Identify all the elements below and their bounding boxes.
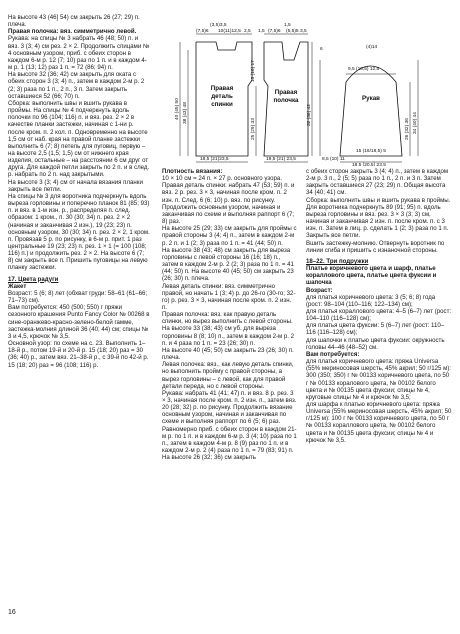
dim-label: 18,5 (20,5) 23,5 xyxy=(352,163,386,166)
paragraph: Основной узор: по схеме на с. 23. Выполнить 1–18-й р., потом 19-й и 20-й р. 15 (18; 20) раз = 30 (36; 40) р., затем вяз. 21–38-й р., с 39-й по 42-й р. 15 (18; 20) раз = 96 (108; 116) р. xyxy=(8,340,149,369)
paragraph: Рукава: на спицы № 3 набрать 46 (48; 50) п. и вяз. 3 (3; 4) см рез. 2 × 2. Продолжить спицами № 4 основным узором, приб. с обеих сторон в каждом 6-м р. 12 (7; 10) раз по 1 п. и в каждом 4-м р. 1 (13; 12) раз 1 п. = 72 (86; 94) п. xyxy=(8,35,150,72)
paragraph: Правая полочка: вяз. как правую деталь спинки, но вырез выполнить с левой стороны. На высоте 33 (38; 43) см уб. для выреза горловины 8 (8; 10) п., затем в каждом 2-м р. 2 п. и 4 раза по 1 п. = 23 (26; 30) п. xyxy=(162,311,295,347)
dim-label: 10(11)12,5 xyxy=(218,29,241,34)
paragraph: Возраст: 5 (6; 8) лет (обхват груди: 58–61 (61–66; 71–73) см). xyxy=(8,289,148,305)
paragraph: На высоте 40 (45; 50) см закрыть 23 (26; 30) п. плеча. xyxy=(162,346,294,362)
paragraph: Рукава: набрать 41 (41; 47) п. и вяз. 8 р. рез. 3 × 3, начиная после кром. п. 2 изн. п., затем вяз. 20 (28; 32) р. по рисунку. Продолжить вязание основным узором, начиная и заканчивая по схеме и выполняя раппорт по 6 (5; 6) раз. xyxy=(162,389,297,426)
paragraph: На спицы № 3 для воротника подчеркнуть вдоль выреза горловины и поперечно планок 81 (85; 93) п. и вяз. в 1-м изн. р., распределяя п. след. образом: 1 кром., п. 30 (30; 34) п. рез. 2 × 2 (начиная и заканчивая 2 изн.), 19 (23; 23) п. основным узором, 30 (30; 34) п. рез. 2 × 2, 1 кром. п. Провязав 5 р. по рисунку, в 6-м р. прит. 1 раз центральные 19 (23; 23) п. рез. 1 × 1 (= 100 (108; 116) п.) и продолжить рез. 2 × 2. На высоте 6 (7; 8) см закрыть все п. Пришить пуговицы на левую планку застежки. xyxy=(8,192,150,272)
paragraph: На высоте 38 (43; 48) см закрыть для выреза горловины с левой стороны 16 (16; 18) п., затем в каждом 2-м р. 2 (2; 3) раза по 1 п. = 41 (44; 50) п. На высоте 40 (45; 50) см закрыть 23 (26; 30) п. плеча. xyxy=(162,246,294,283)
dim-label: 1,5 xyxy=(284,23,291,28)
page-number: 16 xyxy=(8,609,16,616)
back-label-line2: деталь xyxy=(211,93,233,100)
dim-label: 25 (29) 33 xyxy=(251,118,256,140)
dim-label: 6 xyxy=(320,47,323,52)
dim-label: 40 (45) 50 xyxy=(175,98,180,120)
paragraph: 10 × 10 см = 24 п. × 27 р. основного узора. xyxy=(162,175,283,183)
paragraph: для платья цвета фуксии: 5 (6–7) лет (рост: 110–116 (116–128) см); xyxy=(306,322,445,337)
right-column xyxy=(306,168,452,444)
dim-label: 18,5 (21)23,5 xyxy=(200,157,229,162)
dim-label: 3,5 xyxy=(300,29,307,34)
section-heading: 18–22. Три подружки xyxy=(306,257,369,265)
dim-label: (3,5)3,5 xyxy=(210,23,227,28)
back-label-line1: Правая xyxy=(210,85,234,92)
paragraph: На высоте 3 (3; 4) см от начала вязания планки закрыть все петли. xyxy=(8,178,143,193)
pattern-schematic xyxy=(160,20,452,166)
dim-label: (7,5)6 xyxy=(268,29,281,34)
back-label-line3: спинки xyxy=(211,101,233,108)
paragraph: На высоте 43 (46] 54) см закрыть 26 (27; 29) п. плеча. xyxy=(8,14,140,29)
subheading: Плотность вязания: xyxy=(162,168,223,175)
pattern-diagram xyxy=(160,20,452,166)
paragraph: Вшить застежку-молнию. Отвернуть воротник по линии сгиба и пришить с изнаночной стороны. xyxy=(306,239,445,254)
paragraph: Сборка: выполнить швы и вшить рукава в проймы. На спицы № 4 подчеркнуть вдоль полочки по 96 (104; 116) п. и вяз. рез. 2 × 2 в качестве планки застежки, начиная с 1-ни р. после кром. п. 2 кол. п. Одновременно на высоте 1,5 см от наб. края на правой планке застежки выполнить 6 (7; 8) петель для пуговиц, первую – на высоте 2,5 (1,5; 1,5) см от нижнего края изделия, остальные – на расстоянии 6 см друг от друга. Для каждой петли закрыть по 2 п. и в след. р. набрать по 2 п. над закрытыми. xyxy=(8,99,150,179)
subheading: Вам потребуется: xyxy=(306,350,360,358)
paragraph: Сборка: выполнить швы и вшить рукава в проймы. Для воротника подчеркнуть 89 (91; 95) п. вдоль выреза горловины и вяз. рез. 3 × 3 (3; 3) см, начиная и заканчивая 2 изн. п. после кром. п. с 3 изн. п. Затем в лиц. р. сделать 1 (2; 3) раза по 1 п. Закрыть все петли. xyxy=(306,196,451,240)
dim-label: (4)14 xyxy=(366,45,378,50)
subheading: Правая полочка: вяз. симметрично левой. xyxy=(8,28,137,36)
paragraph: для шарфа к платью коричневого цвета: пряжа Universa (55% мериносовая шерсть, 45% акрил; 50 г/125 м): 100 г № 00133 коричневого цвета, по 50 г № 00133 кораллового цвета, № 00102 белого цвета и № 00135 цвета фуксии; спицы № 4 и крючок № 3,5. xyxy=(306,401,452,444)
section-heading: 17. Цвета радуги xyxy=(8,275,59,283)
dim-label: 34 (40) 44 xyxy=(413,112,418,134)
dim-label: (7,5)6 xyxy=(196,29,209,34)
dim-label: 15 (16/18,5) 5 xyxy=(356,149,386,154)
sleeve-outline xyxy=(340,66,402,156)
dim-label: 2,5 xyxy=(244,29,251,34)
paragraph: для платья кораллового цвета: 4–5 (6–7) лет (рост: 104–110 (116–128) см); xyxy=(306,307,452,323)
paragraph: с обеих сторон закрыть 3 (4; 4) п., затем в каждом 2-м р. 3 п., 2 (5; 5) раза по 1 п., 2 п. и 3 п. Затем закрыть оставшиеся 27 (23; 29) п. Общая высота 34 (40; 41) см. xyxy=(306,168,449,197)
paragraph: Равномерно приб. с обеих сторон в каждом 21-м р. по 1 п. и в каждом 6-м р. 3 (4; 10) раза по 1 п., затем в каждом 4-м р. 8 (9) раз по 1 п. и в каждом 2-м р. 2 (4) раза по 1 п. = 79 (83; 91) п. На высоте 26 (32; 36) см закрыть xyxy=(162,425,297,462)
dim-label: 8,5 (10) 11 xyxy=(322,157,345,162)
dim-label: 15 (16) 17 xyxy=(251,60,256,82)
dim-label: (5,5)5 xyxy=(286,29,299,34)
paragraph: На высоте 32 (36; 42) см закрыть для оката с обеих сторон 3 (3; 4) п., затем в каждом 2-м р. 2 (2; 3) раза по 1 п., 2 п., 3 п. Затем закрыть оставшиеся 52 (66; 70) п. xyxy=(8,71,145,100)
dim-label: 9,5 (10,5) 12,5 xyxy=(348,67,380,72)
paragraph: Вам потребуется: 450 (500; 550) г пряжи сезонного крашения Punto Fancy Color № 00268 в сине-оранжево-красно-зелено-белой гамме, застежка-молния длиной 36 (40; 44) см; спицы № 3 и 4,5, крючок № 3,5. xyxy=(8,304,150,340)
dim-label: 19,5 (21) 23,5 xyxy=(266,157,296,162)
paragraph: На высоте 25 (29; 33) см закрыть для проймы с правой стороны 3 (4; 4) п., затем в каждом 2-м р. 2 п. и 1 (2; 3) раза по 1 п. = 41 (44; 50) п. xyxy=(162,225,297,247)
front-label-line2: полочка xyxy=(273,97,299,104)
paragraph: Левая деталь спинки: вяз. симметрично правой, но начать 1 (3; 4) р. до 26-го (30-го; 32-го) р. рез. 3 × 3, начиная после кром. п. 2 изн. п. xyxy=(162,282,296,311)
front-label-line1: Правая xyxy=(274,89,298,96)
subheading: Платье коричневого цвета и шарф, платье кораллового цвета, платье цвета фуксии и шапочка xyxy=(306,265,437,287)
dim-label: 32 (36) 42 xyxy=(307,104,312,126)
subheading: Возраст: xyxy=(306,286,333,294)
middle-column xyxy=(162,168,297,461)
dim-label: 26 (32) 36 xyxy=(405,118,410,140)
left-column xyxy=(8,14,150,369)
paragraph: для платья коричневого цвета: 3 (5; 6; 8) года (рост: 98–104 (110–116; 122–134) см); xyxy=(306,293,436,308)
dim-label: 1,5 xyxy=(258,29,265,34)
paragraph: Правая деталь спинки: набрать 47 (53; 59) п. и вяз. 2 р. рез. 3 × 3, начиная после кром. п. 2 изн. п. След. 6 (6; 10) р. вяз. по рисунку. Продолжить основным узором, начиная и заканчивая по схеме и выполняя раппорт 6 (7; 8) раз. xyxy=(162,182,295,226)
paragraph: для шапочки к платью цвета фуксии: окружность головы 44–46 (48–52) см. xyxy=(306,336,445,351)
dim-label: 38 (43) 48 xyxy=(183,102,188,124)
sleeve-label: Рукав xyxy=(362,95,380,102)
subheading: Жакет xyxy=(8,282,27,290)
paragraph: для платья коричневого цвета: пряжа Universa (55% мериносовая шерсть, 45% акрил; 50 г/125 м): 300 (350; 350) г № 00133 коричневого цвета, по 50 г № 00133 коралового цвета, № 00102 белого цвета и № 00135 цвета фуксии; спицы № 4, круговые спицы № 4 и крючок № 3,5; xyxy=(306,358,452,401)
paragraph: Левая полочка: вяз., как левую деталь спинки, но выполнить пройму с правой стороны, а вырез горловины – с левой, как для правой детали переда, но с левой стороны. xyxy=(162,361,294,390)
